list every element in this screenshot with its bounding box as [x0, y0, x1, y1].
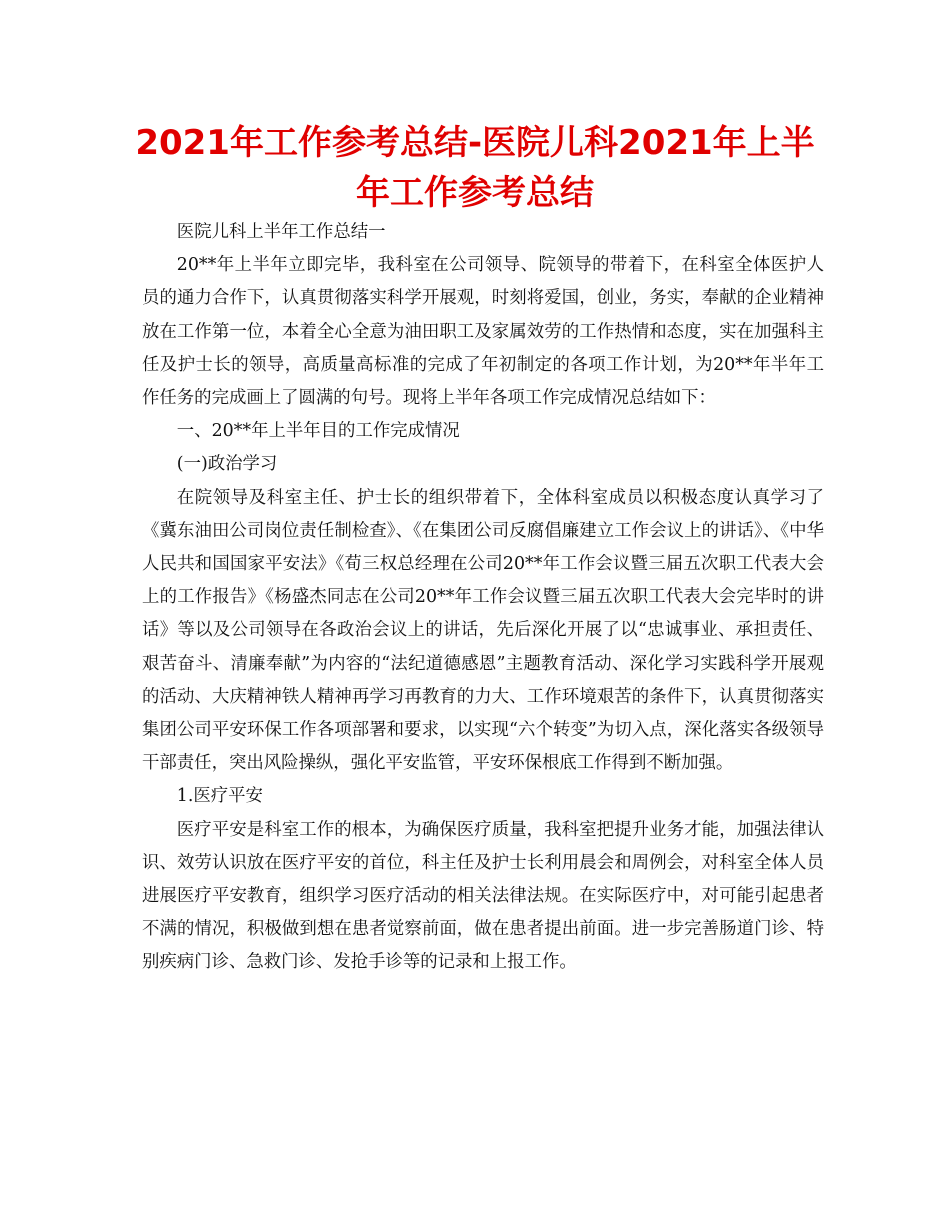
section-heading: (一)政治学习: [176, 454, 278, 475]
section-heading: 一、20**年上半年目的工作完成情况: [176, 421, 460, 442]
document-body: [142, 216, 824, 980]
paragraph: 在院领导及科室主任、护士长的组织带着下，全体科室成员以积极态度认真学习了《冀东油田公司岗位责任制检查》、《在集团公司反腐倡廉建立工作会议上的讲话》、《中华人民共和国国家平安法》《荀三权总经理在公司20**年工作会议暨三届五次职工代表大会上的工作报告》《杨盛杰同志在公司20**年工作会议暨三届五次职工代表大会完毕时的讲话》等以及公司领导在各政治会议上的讲话，先后深化开展了以“忠诚事业、承担责任、艰苦奋斗、清廉奉献”为内容的“法纪道德感恩”主题教育活动、深化学习实践科学开展观的活动、大庆精神铁人精神再学习再教育的力大、工作环境艰苦的条件下，认真贯彻落实集团公司平安环保工作各项部署和要求，以实现“六个转变”为切入点，深化落实各级领导干部责任，突出风险操纵，强化平安监管，平安环保根底工作得到不断加强。: [142, 487, 824, 774]
section-heading: 医院儿科上半年工作总结一: [176, 222, 386, 242]
section-heading: 1.医疗平安: [176, 786, 263, 807]
paragraph: 医疗平安是科室工作的根本，为确保医疗质量，我科室把提升业务才能，加强法律认识、效劳认识放在医疗平安的首位，科主任及护士长利用晨会和周例会，对科室全体人员进展医疗平安教育，组织学习医疗活动的相关法律法规。在实际医疗中，对可能引起患者不满的情况，积极做到想在患者觉察前面，做在患者提出前面。进一步完善肠道门诊、特别疾病门诊、急救门诊、发抢手诊等的记录和上报工作。: [142, 819, 824, 973]
document-title: 2021年工作参考总结-医院儿科2021年上半年工作参考总结: [135, 123, 815, 213]
paragraph: 20**年上半年立即完毕，我科室在公司领导、院领导的带着下，在科室全体医护人员的通力合作下，认真贯彻落实科学开展观，时刻将爱国，创业，务实，奉献的企业精神放在工作第一位，本着全心全意为油田职工及家属效劳的工作热情和态度，实在加强科主任及护士长的领导，高质量高标准的完成了年初制定的各项工作计划，为20**年半年工作任务的完成画上了圆满的句号。现将上半年各项工作完成情况总结如下：: [142, 255, 824, 409]
